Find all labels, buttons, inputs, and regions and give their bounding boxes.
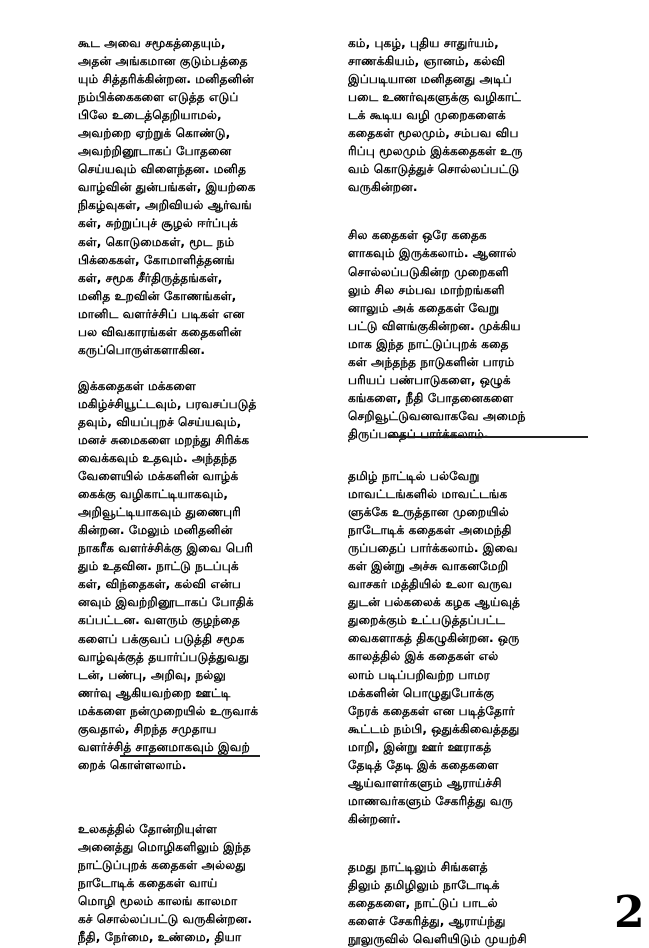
text-line: நம்பிக்கைகளை எடுத்த எடுப் (78, 90, 239, 105)
text-line: மாக இந்த நாட்டுப்புறக் கதை (348, 336, 509, 351)
text-line: அறிவூட்டியாகவும் துணைபுரி (78, 505, 241, 520)
text-line: ரிப்பு மூலமும் இக்கதைகள் உரு (348, 144, 523, 159)
text-line: செறிவூட்டுவனவாகவே அமைந் (348, 408, 526, 423)
paragraph (348, 858, 604, 948)
text-line: மானிட வளர்ச்சிப் படிகள் என (78, 306, 245, 321)
text-line: டன், பண்பு, அறிவு, நல்லு (78, 667, 226, 682)
text-line: களைப் பக்குவப் படுத்தி சமூக (78, 631, 245, 646)
text-line: துடன் பல்கலைக் கழக ஆய்வுத் (348, 595, 521, 610)
text-line: மாவட்டங்களில் மாவட்டங்க (348, 487, 508, 502)
text-line: பல விவகாரங்கள் கதைகளின் (78, 324, 242, 339)
text-line: நீதி, நேர்மை, உண்மை, தியா (78, 930, 242, 945)
text-line: நாகரீக வளர்ச்சிக்கு இவை பெரி (78, 541, 254, 556)
text-line: துறைக்கும் உட்படுத்தப்பட்ட (348, 613, 506, 628)
text-line: சில கதைகள் ஒரே கதைக (348, 228, 487, 243)
text-line: மக்களை நன்முறையில் உருவாக் (78, 703, 259, 718)
text-line: படை உணர்வுகளுக்கு வழிகாட் (348, 90, 521, 105)
text-line: கள், சமூக சீர்திருத்தங்கள், (78, 270, 223, 285)
text-line: பிலே உடைத்தெறியாமல், (78, 108, 222, 123)
text-line: கள், கொடுமைகள், மூட நம் (78, 234, 235, 249)
text-line: தமிழ் நாட்டில் பல்வேறு (348, 468, 480, 483)
text-line: வேளையில் மக்களின் வாழ்க் (78, 469, 239, 484)
text-line: தேடித் தேடி இக் கதைகளை (348, 757, 499, 772)
right-column (348, 34, 604, 948)
text-line: கூட்டம் நம்பி, ஒதுக்கிவைத்தது (348, 721, 520, 736)
text-line: நூலுருவில் வெளியிடும் முயற்சி (348, 932, 527, 947)
text-line: அவற்றை ஏற்றுக் கொண்டு, (78, 126, 231, 141)
text-line: வைகளாகத் திகழுகின்றன. ஒரு (348, 631, 520, 646)
text-line: கள் அந்தந்த நாடுகளின் பாரம் (348, 354, 515, 369)
text-line: நிகழ்வுகள், அறிவியல் ஆர்வங் (78, 198, 252, 213)
text-line: கதைகளை, நாட்டுப் பாடல் (348, 896, 498, 911)
text-line: பட்டு விளங்குகின்றன. முக்கிய (348, 318, 521, 333)
text-line: திலும் தமிழிலும் நாடோடிக் (348, 877, 500, 892)
text-line: நாட்டுப்புறக் கதைகள் அல்லது (78, 857, 246, 872)
text-line: அவற்றினூடாகப் போதனை (78, 144, 232, 159)
text-line: னவும் இவற்றினூடாகப் போதிக் (78, 595, 254, 610)
text-line: மாணவர்களும் சேகரித்து வரு (348, 793, 513, 808)
text-line: லாம் படிப்பறிவற்ற பாமர (348, 667, 490, 682)
text-line: நேரக் கதைகள் என படித்தோர் (348, 703, 515, 718)
paragraph (348, 34, 604, 196)
text-line: கைக்கு வழிகாட்டியாகவும், (78, 487, 229, 502)
text-line: காலத்தில் இக் கதைகள் எல் (348, 649, 499, 664)
text-line: வாசகர் மத்தியில் உலா வருவ (348, 577, 513, 592)
text-line: ருப்பதைப் பார்க்கலாம். இவை (348, 541, 518, 556)
text-line: கள் இன்று அச்சு வாகனமேறி (348, 559, 509, 574)
text-line: கள், விந்தைகள், கல்வி என்ப (78, 577, 241, 592)
text-line: டக் கூடிய வழி முறைகளைக் (348, 108, 506, 123)
text-line: லும் சில சம்பவ மாற்றங்களி (348, 282, 505, 297)
text-line: கின்றனர். (348, 811, 401, 826)
text-line: றைக் கொள்ளலாம். (78, 757, 187, 772)
text-line: கள், சுற்றுப்புச் சூழல் ஈர்ப்புக் (78, 216, 238, 231)
text-line: அனைத்து மொழிகளிலும் இந்த (78, 839, 251, 854)
text-line: மாறி, இன்று ஊர் ஊராகத் (348, 739, 492, 754)
text-line: வம் கொடுத்துச் சொல்லப்பட்டு (348, 162, 520, 177)
text-line: யும் சித்தரிக்கின்றன. மனிதனின் (78, 72, 255, 87)
text-line: தமது நாட்டிலும் சிங்களத் (348, 859, 488, 874)
paragraph (78, 820, 336, 946)
text-line: நாடோடிக் கதைகள் அமைந்தி (348, 523, 512, 538)
text-line: ஆய்வாளர்களும் ஆராய்ச்சி (348, 775, 502, 790)
text-line: கருப்பொருள்களாகின. (78, 342, 205, 357)
text-line: வாழ்வுக்குத் தயார்ப்படுத்துவது (78, 649, 250, 664)
text-line: கச் சொல்லப்பட்டு வருகின்றன. (78, 912, 253, 927)
text-line: ளுக்கே உருத்தான முறையில் (348, 505, 509, 520)
text-line: ளாகவும் இருக்கலாம். ஆனால் (348, 246, 517, 261)
text-line: வாழ்வின் துன்பங்கள், இயற்கை (78, 180, 256, 195)
text-line: மொழி மூலம் காலங் காலமா (78, 894, 238, 909)
text-line: வளர்ச்சித் சாதனமாகவும் இவற் (78, 739, 250, 754)
text-line: மனச் சுமைகளை மறந்து சிரிக்க (78, 432, 250, 447)
text-line: மனித உறவின் கோணங்கள், (78, 288, 237, 303)
text-line: செய்யவும் விளைந்தன. மனித (78, 162, 247, 177)
text-line: தவும், வியப்புறச் செய்யவும், (78, 414, 242, 429)
text-line: களைச் சேகரித்து, ஆராய்ந்து (348, 914, 506, 929)
text-line: உலகத்தில் தோன்றியுள்ள (78, 821, 217, 836)
text-line: இப்படியான மனிதனது அடிப் (348, 72, 512, 87)
text-line: வைக்கவும் உதவும். அந்தந்த (78, 451, 237, 466)
text-line: சாணக்கியம், ஞானம், கல்வி (348, 54, 506, 69)
text-line: சொல்லப்படுகின்ற முறைகளி (348, 264, 509, 279)
page-number: 2 (614, 887, 645, 938)
paragraph (78, 34, 336, 359)
text-line: திருப்பதைப் பார்க்கலாம். (348, 426, 489, 441)
paragraph (348, 226, 604, 443)
text-line: இக்கதைகள் மக்களை (78, 378, 196, 393)
paragraph (348, 467, 604, 828)
text-line: கம், புகழ், புதிய சாதுர்யம், (348, 36, 499, 50)
text-line: கங்களை, நீதி போதனைகளை (348, 390, 514, 405)
text-line: அதன் அங்கமான குடும்பத்தை (78, 54, 248, 69)
text-line: நாடோடிக் கதைகள் வாய் (78, 876, 218, 891)
text-line: மக்களின் பொழுதுபோக்கு (348, 685, 495, 700)
text-line: பரியப் பண்பாடுகளை, ஒழுக் (348, 372, 511, 387)
text-line: பிக்கைகள், கோமாளித்தனங் (78, 252, 235, 267)
text-line: கூட அவை சமூகத்தையும், (78, 36, 226, 50)
text-line: மகிழ்ச்சியூட்டவும், பரவசப்படுத் (78, 396, 257, 411)
text-line: ணர்வு ஆகியவற்றை ஊட்டி (78, 685, 231, 700)
text-line: கின்றன. மேலும் மனிதனின் (78, 523, 233, 538)
text-line: வருகின்றன. (348, 180, 418, 195)
section-divider (120, 755, 260, 757)
text-line: கதைகள் மூலமும், சம்பவ விப (348, 126, 519, 141)
text-line: தும் உதவின. நாட்டு நடப்புக் (78, 559, 239, 574)
section-divider (388, 436, 588, 438)
text-line: னாலும் அக் கதைகள் வேறு (348, 300, 500, 315)
paragraph (78, 377, 336, 774)
text-line: குவதால், சிறந்த சமுதாய (78, 721, 217, 736)
text-line: கப்பட்டன. வளரும் குழந்தை (78, 613, 240, 628)
left-column (78, 34, 336, 946)
